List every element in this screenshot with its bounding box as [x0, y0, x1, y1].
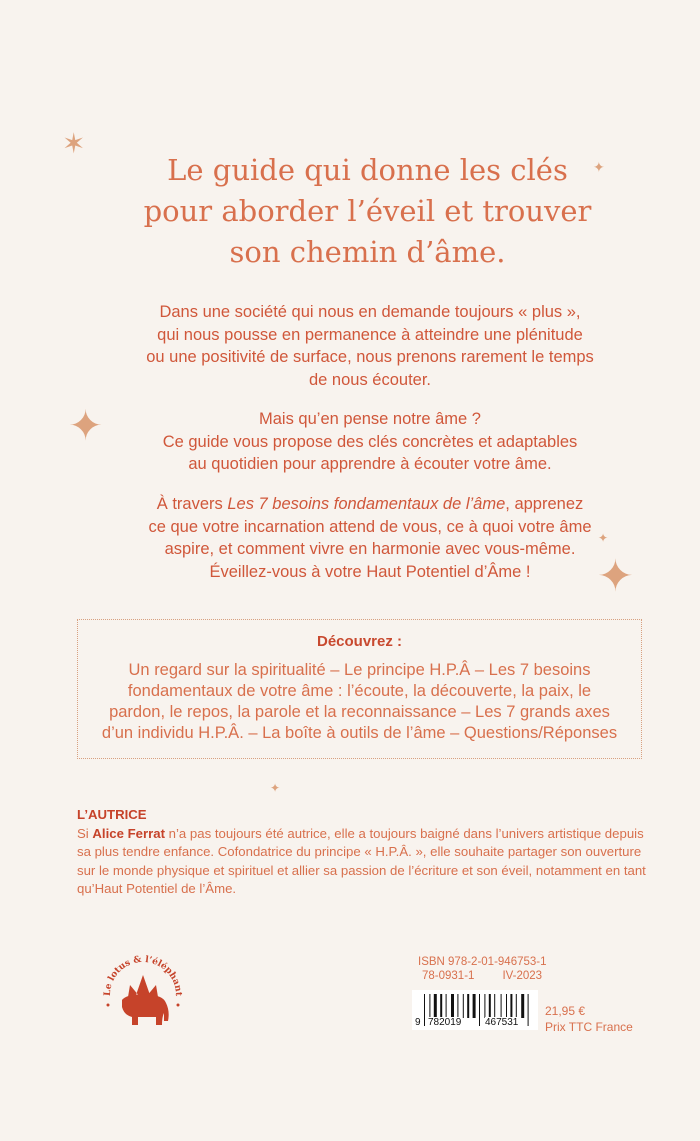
book-title: Les 7 besoins fondamentaux de l’âme [227, 495, 506, 513]
text-line: pardon, le repos, la parole et la reconnaissance – Les 7 grands axes [109, 703, 610, 721]
text: À travers [156, 495, 228, 513]
author-heading: L’AUTRICE [77, 807, 147, 822]
sparkle-icon: ✦ [68, 402, 104, 449]
text-line: qui nous pousse en permanence à atteindre une plénitude [157, 325, 583, 344]
author-name: Alice Ferrat [92, 825, 165, 841]
text: , apprenez [505, 495, 584, 513]
paragraph-2 [80, 408, 660, 476]
price-note: Prix TTC France [545, 1020, 633, 1034]
text-line: Un regard sur la spiritualité – Le principe H.P.Â – Les 7 besoins [128, 661, 591, 679]
sparkle-icon: ✦ [597, 552, 634, 601]
discover-box [77, 619, 642, 759]
text-line: fondamentaux de votre âme : l’écoute, la découverte, la paix, le [127, 682, 592, 700]
text-line: Éveillez-vous à votre Haut Potentiel d’Âme ! [209, 562, 531, 581]
headline [0, 150, 700, 273]
text-line: aspire, et comment vivre en harmonie avec vous-même. [164, 540, 576, 558]
paragraph-1 [80, 301, 660, 391]
text-line: de nous écouter. [308, 370, 431, 389]
barcode-digits: 782019 [428, 1017, 462, 1028]
text: n’a pas toujours été autrice, elle a toujours baigné dans l’univers artistique depuis sa plus tendre enfance. Cofondatrice du principe « H.P.Â. », elle souhaite partager son ouverture sur le monde physique et spirituel et allier sa passion de l’écriture et son éveil, notamment en tant qu’Haut Potentiel de l’Âme. [77, 825, 646, 896]
text-line: d’un individu H.P.Â. – La boîte à outils de l’âme – Questions/Réponses [101, 724, 618, 742]
discover-heading: Découvrez : [316, 633, 403, 650]
barcode-digit: 9 [415, 1017, 421, 1028]
headline-line: Le guide qui donne les clés [167, 153, 568, 187]
headline-line: son chemin d’âme. [229, 235, 506, 269]
price-block [545, 1003, 633, 1035]
product-code: 78-0931-1 [422, 970, 475, 982]
svg-text:Le lotus & l’éléphant: Le lotus & l’éléphant [102, 954, 184, 997]
text-line [80, 493, 660, 516]
discover-text [78, 660, 641, 744]
publisher-logo [98, 945, 188, 1035]
text-line: ce que votre incarnation attend de vous, ce à quoi votre âme [148, 517, 592, 536]
sparkle-icon: ✶ [62, 128, 86, 159]
text-line: Mais qu’en pense notre âme ? [259, 410, 481, 428]
text: Si [77, 825, 93, 841]
sparkle-icon: ✦ [593, 159, 605, 175]
author-bio [77, 825, 657, 899]
price: 21,95 € [545, 1004, 586, 1018]
text-line: ou une positivité de surface, nous prenons rarement le temps [146, 348, 594, 366]
text-line: Ce guide vous propose des clés concrètes et adaptables [162, 432, 578, 451]
isbn: ISBN 978-2-01-946753-1 [418, 956, 547, 968]
text-line: au quotidien pour apprendre à écouter votre âme. [188, 455, 552, 473]
isbn-block [418, 955, 547, 983]
text-line: Dans une société qui nous en demande toujours « plus », [159, 303, 581, 321]
sparkle-icon: ✦ [270, 781, 281, 795]
author-section [77, 806, 657, 899]
edition: IV-2023 [502, 970, 543, 982]
headline-line: pour aborder l’éveil et trouver [143, 194, 592, 228]
barcode-digits: 467531 [485, 1017, 519, 1028]
sparkle-icon: ✦ [598, 531, 609, 545]
barcode [412, 990, 538, 1030]
paragraph-3 [80, 493, 660, 583]
